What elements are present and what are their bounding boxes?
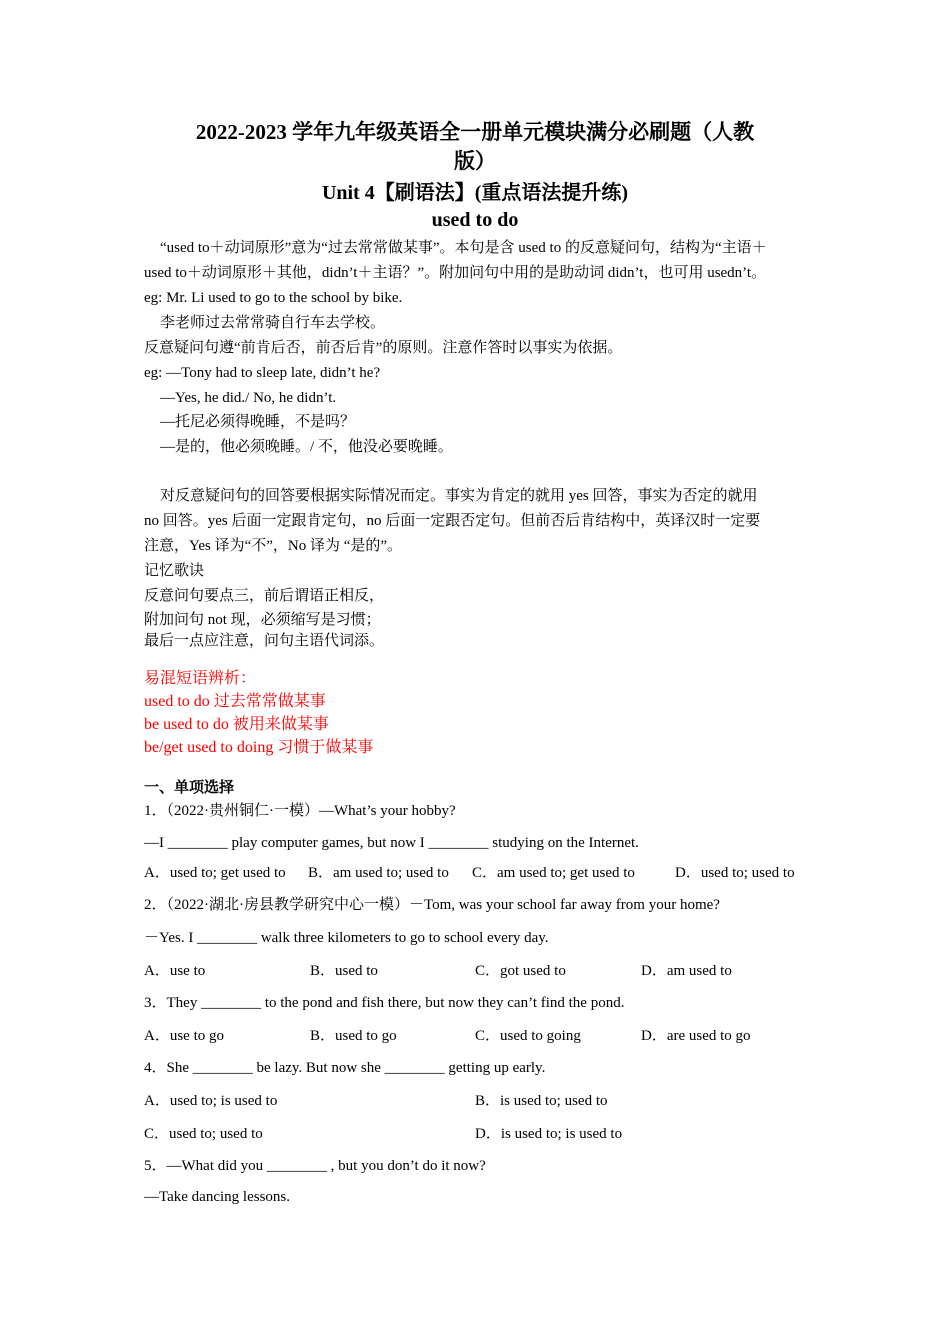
option-d[interactable]: D．is used to; is used to (475, 1126, 623, 1142)
mnemonic-line: 反意问句要点三，前后谓语正相反， (144, 588, 385, 604)
example-translation: —托尼必须得晚睡，不是吗？ (160, 414, 356, 430)
explanation-line: 对反意疑问句的回答要根据实际情况而定。事实为肯定的就用 yes 回答，事实为否定的就用 (160, 488, 758, 504)
option-b[interactable]: B．used to go (310, 1028, 397, 1044)
option-b[interactable]: B．is used to; used to (475, 1093, 608, 1109)
mnemonic-line: 附加问句 not 现，必须缩写是习惯； (144, 612, 381, 628)
explanation-line: 注意，Yes 译为“不”，No 译为 “是的”。 (144, 538, 403, 554)
unit-title: Unit 4【刷语法】(重点语法提升练) (321, 182, 629, 204)
example-translation: 李老师过去常常骑自行车去学校。 (160, 315, 386, 331)
option-b[interactable]: B．am used to; used to (308, 865, 449, 881)
option-c[interactable]: C．used to going (475, 1028, 581, 1044)
phrases-heading: 易混短语辨析： (144, 670, 257, 687)
option-d[interactable]: D．are used to go (641, 1028, 751, 1044)
document-title-line1: 2022-2023 学年九年级英语全一册单元模块满分必刷题（人教 (195, 120, 755, 144)
question-stem: —I ________ play computer games, but now I ________ studying on the Internet. (144, 835, 639, 851)
question-stem: 5．—What did you ________ , but you don’t do it now? (144, 1158, 486, 1174)
explanation-line: “used to＋动词原形”意为“过去常常做某事”。本句是含 used to 的反意疑问句，结构为“主语＋ (160, 240, 767, 256)
example-sentence: eg: —Tony had to sleep late, didn’t he? (144, 365, 381, 381)
mnemonic-heading: 记忆歌诀 (144, 563, 205, 579)
example-translation: —是的，他必须晚睡。/ 不，他没必要晚睡。 (160, 439, 453, 455)
option-c[interactable]: C．got used to (475, 963, 566, 979)
document-title-line2: 版） (454, 149, 496, 173)
example-sentence: —Yes, he did./ No, he didn’t. (160, 390, 337, 406)
option-c[interactable]: C．am used to; get used to (472, 865, 635, 881)
question-stem: 1．（2022·贵州铜仁·一模）—What’s your hobby? (144, 803, 456, 819)
option-c[interactable]: C．used to; used to (144, 1126, 263, 1142)
example-sentence: eg: Mr. Li used to go to the school by bike. (144, 290, 403, 306)
option-a[interactable]: A．used to; get used to (144, 865, 286, 881)
phrase-item: be/get used to doing 习惯于做某事 (144, 739, 374, 756)
option-d[interactable]: D．used to; used to (675, 865, 795, 881)
section-title: 一、单项选择 (144, 780, 235, 796)
option-b[interactable]: B．used to (310, 963, 378, 979)
question-stem: —Take dancing lessons. (144, 1189, 291, 1205)
question-stem: 3．They ________ to the pond and fish there, but now they can’t find the pond. (144, 995, 625, 1011)
explanation-line: used to＋动词原形＋其他，didn’t＋主语？”。附加问句中用的是助动词 didn’t，也可用 usedn’t。 (144, 265, 767, 281)
option-a[interactable]: A．use to go (144, 1028, 224, 1044)
explanation-line: no 回答。yes 后面一定跟肯定句，no 后面一定跟否定句。但前否后肯结构中，英译汉时一定要 (144, 513, 761, 529)
question-stem: 4．She ________ be lazy. But now she ________ getting up early. (144, 1060, 546, 1076)
mnemonic-line: 最后一点应注意，问句主语代词添。 (144, 633, 385, 649)
topic-title: used to do (431, 209, 519, 231)
phrase-item: used to do 过去常常做某事 (144, 693, 326, 710)
question-stem: －Yes. I ________ walk three kilometers to go to school every day. (144, 930, 549, 946)
phrase-item: be used to do 被用来做某事 (144, 716, 329, 733)
option-d[interactable]: D．am used to (641, 963, 732, 979)
option-a[interactable]: A．used to; is used to (144, 1093, 278, 1109)
question-stem: 2．（2022·湖北·房县教学研究中心一模）－Tom, was your school far away from your home? (144, 897, 720, 913)
option-a[interactable]: A．use to (144, 963, 206, 979)
explanation-line: 反意疑问句遵“前肯后否，前否后肯”的原则。注意作答时以事实为依据。 (144, 340, 623, 356)
